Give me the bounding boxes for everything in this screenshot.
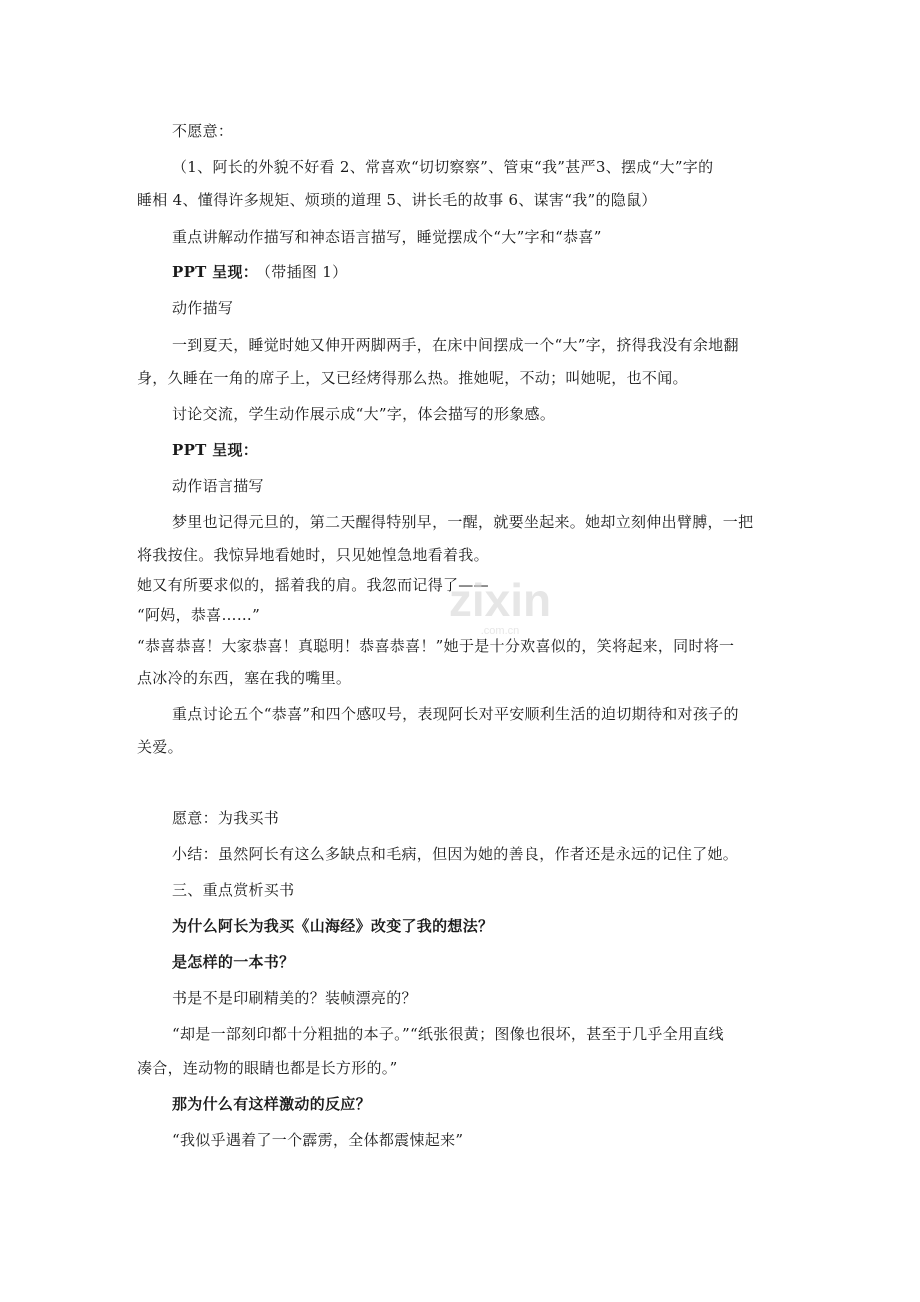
paragraph-line: 梦里也记得元旦的，第二天醒得特别早，一醒，就要坐起来。她却立刻伸出臂膊，一把	[172, 513, 754, 531]
paragraph-line: “我似乎遇着了一个霹雳，全体都震悚起来”	[172, 1131, 464, 1149]
paragraph-line: 重点讲解动作描写和神态语言描写，睡觉摆成个“大”字和“恭喜”	[172, 228, 602, 246]
bold-question: 为什么阿长为我买《山海经》改变了我的想法？	[172, 917, 494, 935]
paragraph-line: 身，久睡在一角的席子上，又已经烤得那么热。推她呢，不动；叫她呢，也不闻。	[137, 369, 688, 387]
paragraph-line: 讨论交流，学生动作展示成“大”字，体会描写的形象感。	[172, 405, 556, 423]
paragraph-line: 不愿意：	[172, 122, 234, 140]
paragraph-line: 小结：虽然阿长有这么多缺点和毛病，但因为她的善良，作者还是永远的记住了她。	[172, 845, 739, 863]
paragraph-line: 凑合，连动物的眼睛也都是长方形的。”	[137, 1059, 398, 1077]
ppt-heading: PPT 呈现：	[172, 263, 259, 281]
watermark-logo	[380, 568, 620, 638]
paragraph-line: 三、重点赏析买书	[172, 881, 295, 899]
paragraph-line: 将我按住。我惊异地看她时，只见她惶急地看着我。	[137, 546, 489, 564]
svg-text:.com.cn: .com.cn	[480, 625, 520, 637]
paragraph-line: 她又有所要求似的，摇着我的肩。我忽而记得了——	[137, 576, 489, 594]
paragraph-line: “却是一部刻印都十分粗拙的本子。”“纸张很黄；图像也很坏，甚至于几乎全用直线	[172, 1025, 724, 1043]
paragraph-line: （带插图 1）	[256, 263, 348, 281]
paragraph-line: 动作描写	[172, 299, 234, 317]
paragraph-line: 动作语言描写	[172, 477, 264, 495]
bold-question: 是怎样的一本书？	[172, 953, 295, 971]
paragraph-line: 一到夏天，睡觉时她又伸开两脚两手，在床中间摆成一个“大”字，挤得我没有余地翻	[172, 336, 739, 354]
paragraph-line: （1、阿长的外貌不好看 2、常喜欢“切切察察”、管束“我”甚严3、摆成“大”字的	[172, 158, 714, 176]
paragraph-line: 愿意：为我买书	[172, 809, 280, 827]
svg-text:zixin: zixin	[448, 574, 552, 626]
ppt-heading: PPT 呈现：	[172, 441, 259, 459]
paragraph-line: 睡相 4、懂得许多规矩、烦琐的道理 5、讲长毛的故事 6、谋害“我”的隐鼠）	[137, 191, 657, 209]
paragraph-line: “恭喜恭喜！大家恭喜！真聪明！恭喜恭喜！”她于是十分欢喜似的，笑将起来，同时将一	[137, 637, 735, 655]
paragraph-line: 重点讨论五个“恭喜”和四个感叹号，表现阿长对平安顺利生活的迫切期待和对孩子的	[172, 705, 739, 723]
paragraph-line: “阿妈，恭喜……”	[137, 606, 261, 624]
paragraph-line: 关爱。	[137, 738, 183, 756]
paragraph-line: 点冰冷的东西，塞在我的嘴里。	[137, 669, 352, 687]
bold-question: 那为什么有这样激动的反应？	[172, 1095, 371, 1113]
paragraph-line: 书是不是印刷精美的？装帧漂亮的？	[172, 989, 417, 1007]
